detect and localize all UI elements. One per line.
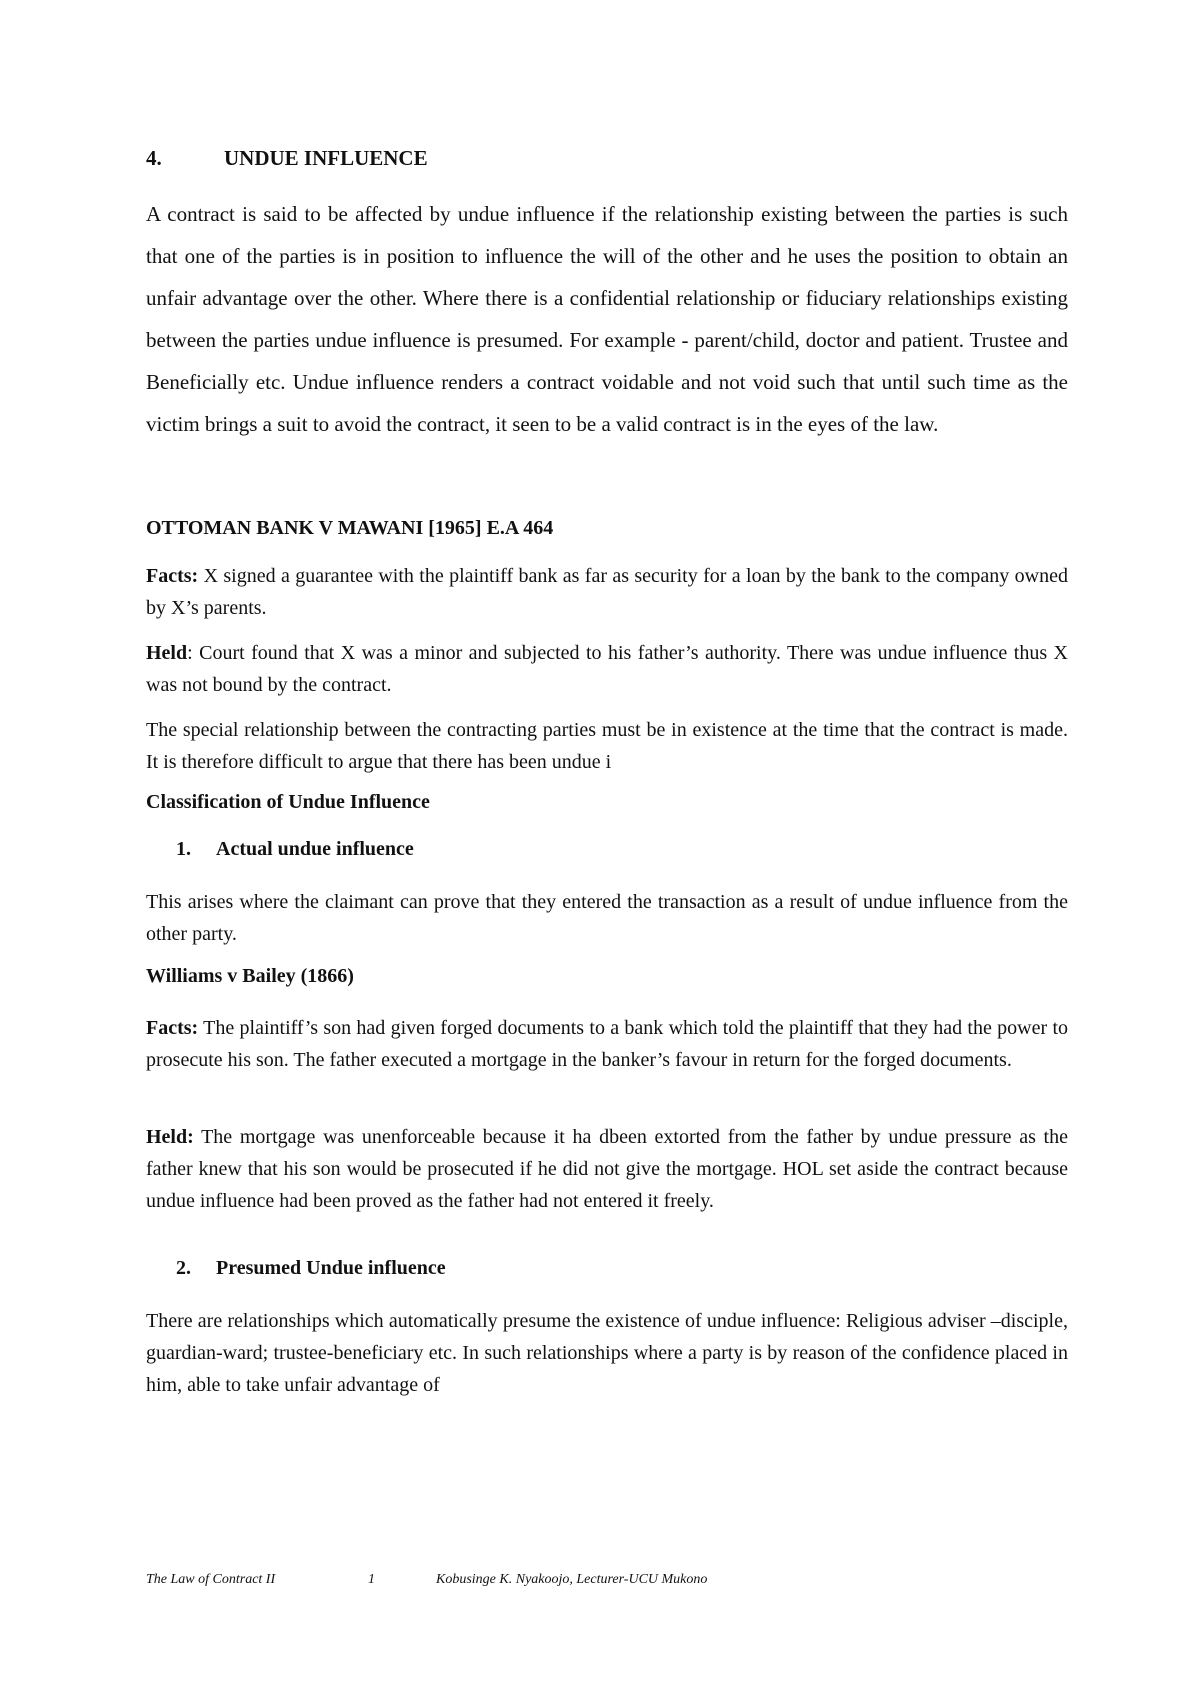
facts-label: Facts: [146, 1017, 199, 1039]
facts-text: X signed a guarantee with the plaintiff bank as far as security for a loan by the bank to the company owned by X’s parents. [146, 565, 1068, 619]
document-page [146, 0, 1068, 1698]
case-held-ottoman [146, 637, 1068, 701]
case-facts-ottoman [146, 560, 1068, 624]
list-title: Presumed Undue influence [216, 1257, 446, 1279]
actual-undue-heading [176, 838, 414, 861]
classification-heading: Classification of Undue Influence [146, 791, 430, 813]
footer-page-number: 1 [368, 1572, 375, 1587]
facts-label: Facts: [146, 565, 199, 587]
section-title: UNDUE INFLUENCE [224, 146, 428, 170]
held-text: : Court found that X was a minor and subjected to his father’s authority. There was undue influence thus X was not bound by the contract. [146, 642, 1068, 696]
section-heading [146, 146, 428, 171]
held-text: The mortgage was unenforceable because it ha dbeen extorted from the father by undue pressure as the father knew that his son would be prosecuted if he did not give the mortgage. HOL set aside the contract because undue influence had been proved as the father had not entered it freely. [146, 1126, 1068, 1212]
list-number: 2. [176, 1257, 191, 1279]
list-number: 1. [176, 838, 191, 860]
presumed-undue-heading [176, 1257, 446, 1280]
footer-title: The Law of Contract II [146, 1572, 276, 1587]
case-facts-williams [146, 1012, 1068, 1076]
footer-author: Kobusinge K. Nyakoojo, Lecturer-UCU Mukono [436, 1572, 708, 1587]
section-number: 4. [146, 146, 162, 170]
case-held-williams [146, 1121, 1068, 1217]
held-label: Held [146, 642, 188, 664]
special-relationship-paragraph: The special relationship between the contracting parties must be in existence at the time that the contract is made. It is therefore difficult to argue that there has been undue i [146, 719, 1068, 773]
actual-undue-paragraph: This arises where the claimant can prove that they entered the transaction as a result of undue influence from the other party. [146, 891, 1068, 945]
intro-paragraph: A contract is said to be affected by undue influence if the relationship existing between the parties is such that one of the parties is in position to influence the will of the other and he uses the position to obtain an unfair advantage over the other. Where there is a confidential relationship or fiduciary relationships existing between the parties undue influence is presumed. For example - parent/child, doctor and patient. Trustee and Beneficially etc. Undue influence renders a contract voidable and not void such that until such time as the victim brings a suit to avoid the contract, it seen to be a valid contract is in the eyes of the law. [146, 202, 1068, 436]
held-label: Held: [146, 1126, 194, 1148]
presumed-undue-paragraph: There are relationships which automatically presume the existence of undue influence: Religious adviser –disciple, guardian-ward; trustee-beneficiary etc. In such relationships where a party is by reason of the confidence placed in him, able to take unfair advantage of [146, 1310, 1068, 1396]
facts-text: The plaintiff’s son had given forged documents to a bank which told the plaintiff that they had the power to prosecute his son. The father executed a mortgage in the banker’s favour in return for the forged documents. [146, 1017, 1068, 1071]
list-title: Actual undue influence [216, 838, 414, 860]
case-title-ottoman: OTTOMAN BANK V MAWANI [1965] E.A 464 [146, 517, 554, 539]
case-title-williams: Williams v Bailey (1866) [146, 965, 354, 987]
page-footer [146, 1572, 707, 1588]
